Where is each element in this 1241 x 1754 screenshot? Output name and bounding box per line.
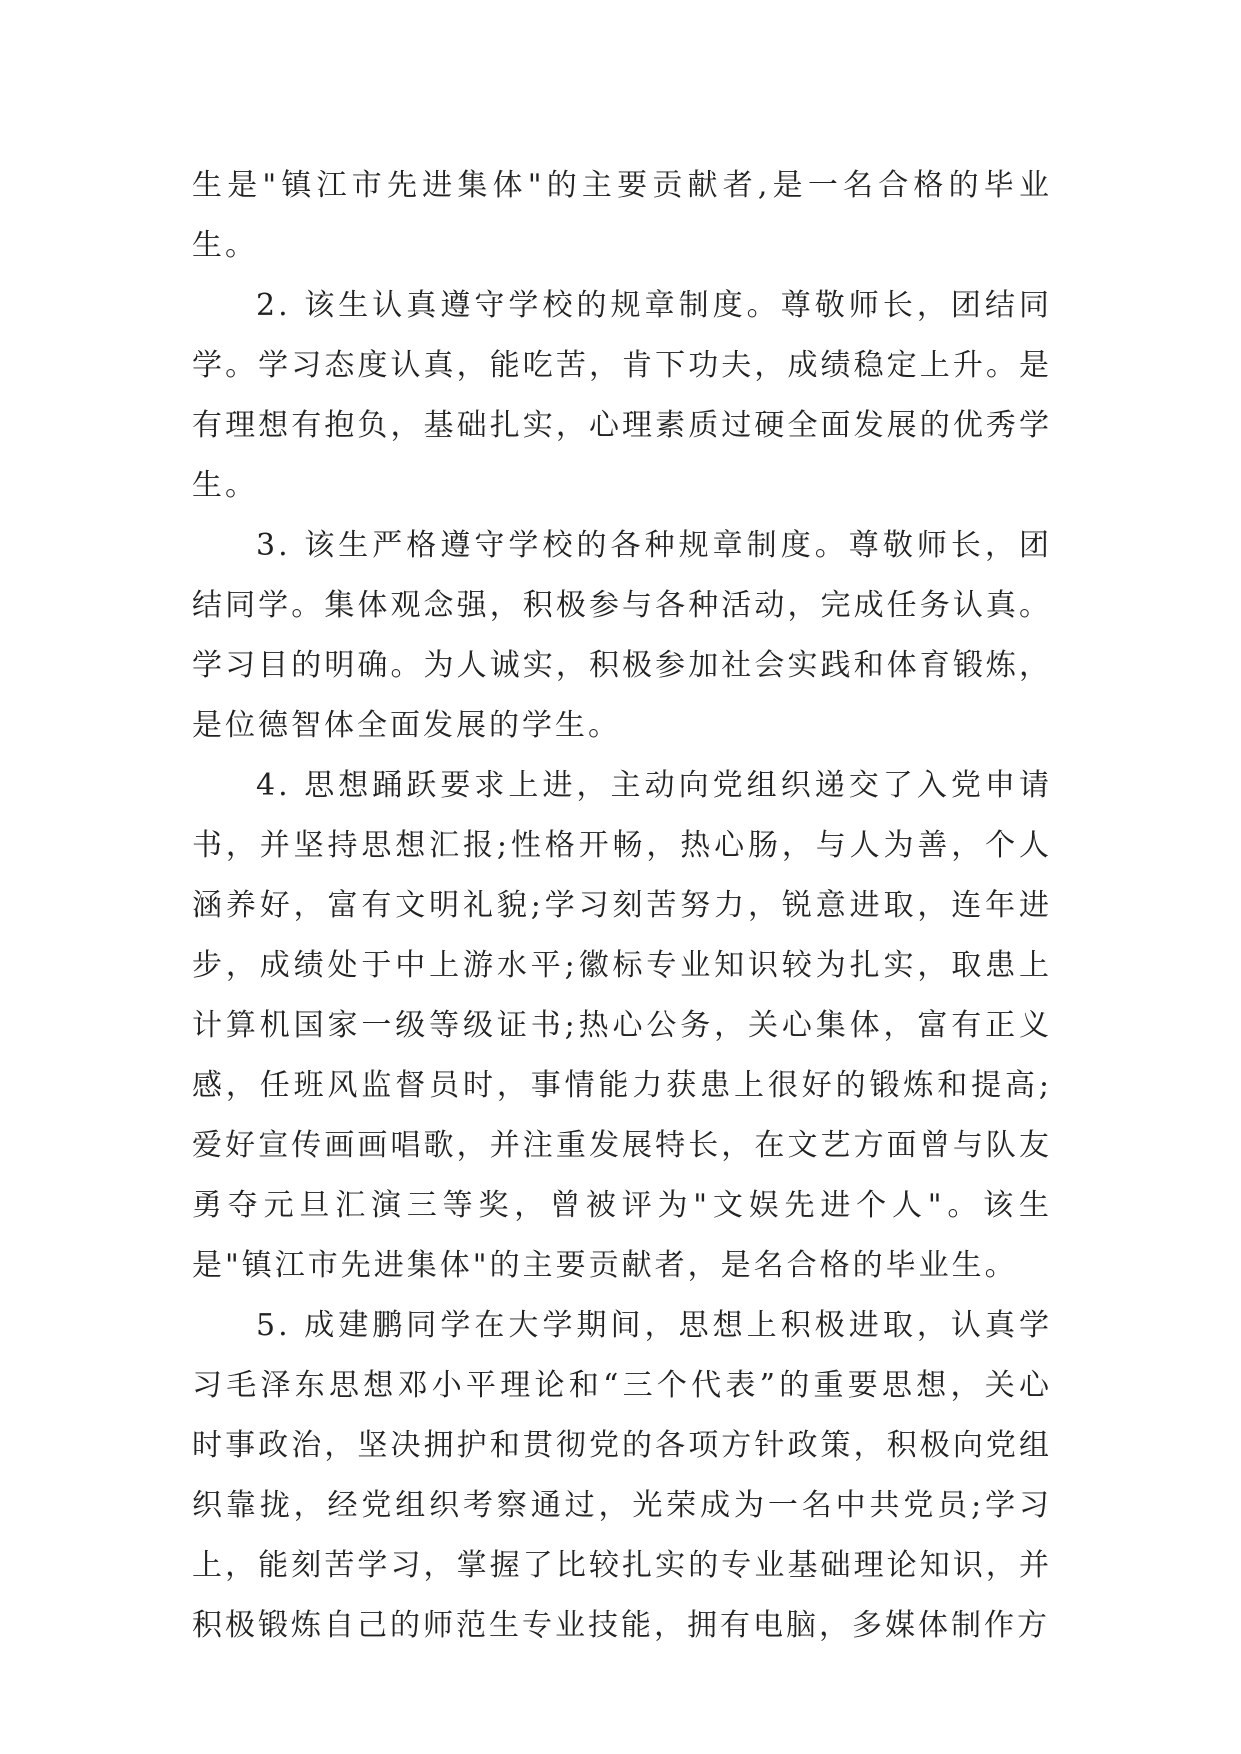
paragraph-continuation: 生是"镇江市先进集体"的主要贡献者,是一名合格的毕业生。 bbox=[192, 168, 1052, 263]
paragraph-item-2: 2. 该生认真遵守学校的规章制度。尊敬师长，团结同学。学习态度认真，能吃苦，肯下功夫，成绩稳定上升。是有理想有抱负，基础扎实，心理素质过硬全面发展的优秀学生。 bbox=[192, 288, 1052, 503]
paragraph-item-4: 4. 思想踊跃要求上进，主动向党组织递交了入党申请书，并坚持思想汇报;性格开畅，热心肠，与人为善，个人涵养好，富有文明礼貌;学习刻苦努力，锐意进取，连年进步，成绩处于中上游水平;徽标专业知识较为扎实，取患上计算机国家一级等级证书;热心公务，关心集体，富有正义感，任班风监督员时，事情能力获患上很好的锻炼和提高;爱好宣传画画唱歌，并注重发展特长，在文艺方面曾与队友勇夺元旦汇演三等奖，曾被评为"文娱先进个人"。该生是"镇江市先进集体"的主要贡献者，是名合格的毕业生。 bbox=[192, 768, 1052, 1283]
paragraph-item-3: 3. 该生严格遵守学校的各种规章制度。尊敬师长，团结同学。集体观念强，积极参与各种活动，完成任务认真。学习目的明确。为人诚实，积极参加社会实践和体育锻炼，是位德智体全面发展的学生。 bbox=[192, 528, 1052, 743]
paragraph-item-5: 5. 成建鹏同学在大学期间，思想上积极进取，认真学习毛泽东思想邓小平理论和“三个代表”的重要思想，关心时事政治，坚决拥护和贯彻党的各项方针政策，积极向党组织靠拢，经党组织考察通过，光荣成为一名中共党员;学习上，能刻苦学习，掌握了比较扎实的专业基础理论知识，并积极锻炼自己的师范生专业技能，拥有电脑，多媒体制作方 bbox=[192, 1308, 1052, 1643]
document-body bbox=[192, 156, 1052, 1656]
